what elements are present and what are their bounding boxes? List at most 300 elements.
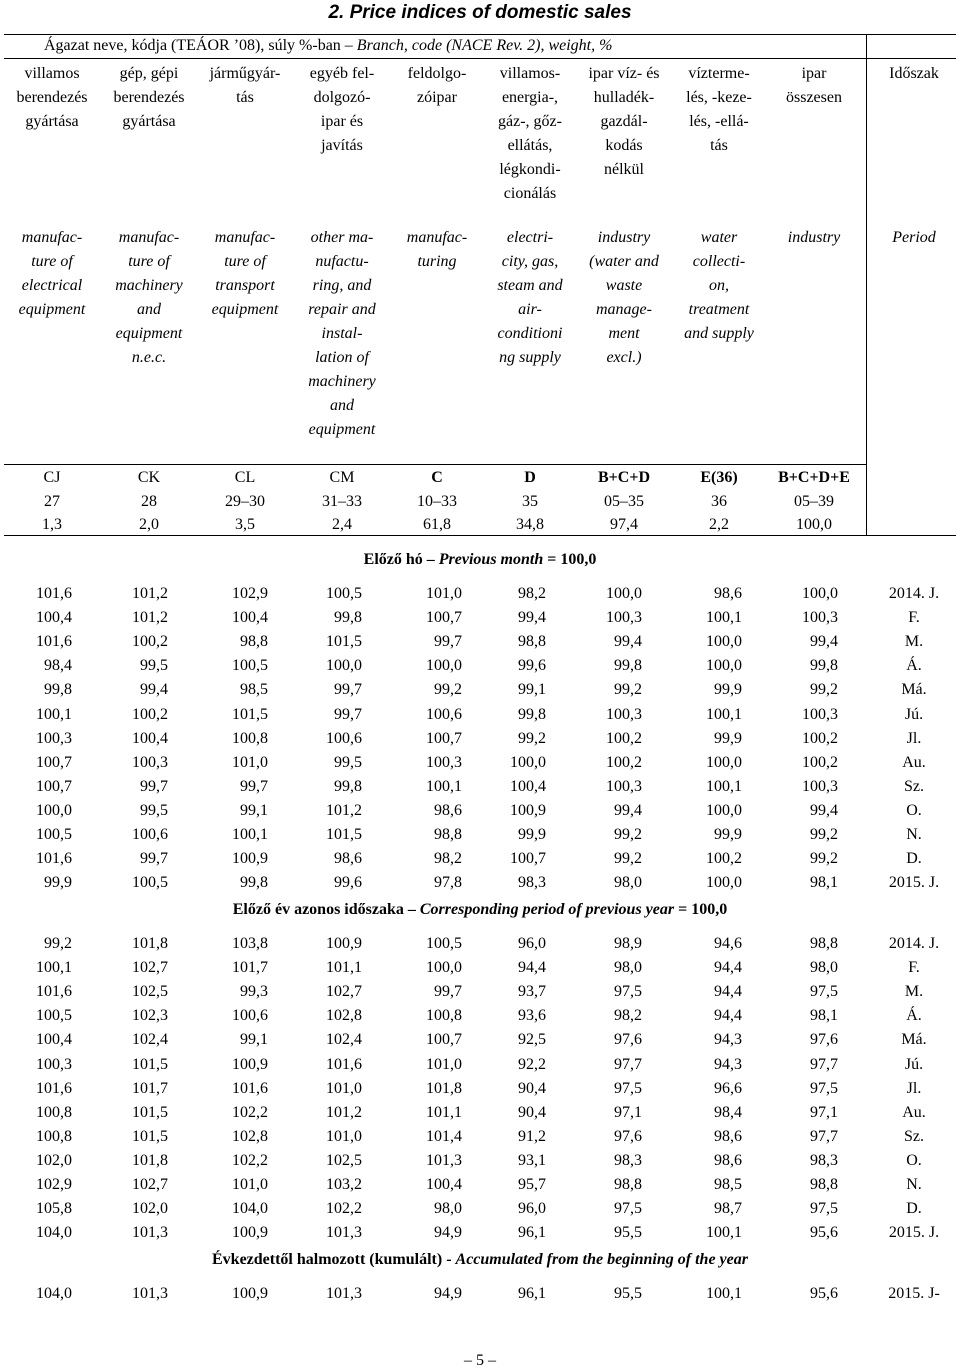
value-cell: 98,8 [518, 633, 546, 651]
value-cell: 99,8 [810, 657, 838, 675]
value-cell: 100,1 [426, 777, 462, 795]
column-header-line: ring, and [312, 277, 372, 294]
code-number: 31–33 [322, 493, 362, 510]
value-cell: 98,6 [714, 1127, 742, 1145]
value-cell: 100,1 [232, 826, 268, 843]
value-cell: 94,4 [518, 959, 546, 977]
column-header-hu [198, 62, 292, 110]
value-cell: 99,9 [714, 681, 742, 699]
page-title: 2. Price indices of domestic sales [328, 2, 632, 23]
value-cell: 101,5 [132, 1055, 168, 1073]
column-header-line: gazdál- [600, 113, 648, 130]
column-header-line: vízterme- [688, 65, 750, 82]
value-cell: 99,8 [44, 681, 72, 699]
column-header-line: equipment [211, 301, 279, 318]
value-cell: 100,5 [36, 1007, 72, 1025]
value-cell: 98,1 [810, 1007, 838, 1025]
value-cell: 101,6 [36, 983, 72, 1001]
value-cell: 100,0 [36, 801, 72, 819]
value-cell: 99,2 [810, 826, 838, 843]
value-cell: 100,2 [132, 705, 168, 723]
period-cell: Au. [902, 1103, 926, 1121]
code-letter: CK [137, 469, 161, 486]
section-title-hu: Évkezdettől halmozott (kumulált) - [212, 1251, 456, 1268]
value-cell: 100,4 [132, 729, 168, 747]
value-cell: 101,5 [132, 1103, 168, 1121]
value-cell: 100,3 [606, 777, 642, 795]
value-cell: 98,0 [614, 874, 642, 892]
table-row [0, 606, 960, 630]
value-cell: 95,5 [614, 1285, 642, 1302]
column-header-en [768, 226, 860, 250]
column-header-hu [102, 62, 196, 134]
column-header-line: gáz-, gőz- [498, 113, 562, 130]
column-header-en [294, 226, 390, 442]
value-cell: 100,1 [36, 959, 72, 977]
value-cell: 102,4 [326, 1031, 362, 1049]
table-row [0, 1125, 960, 1149]
table-row [0, 980, 960, 1004]
column-header-hu [4, 62, 100, 134]
value-cell: 99,1 [518, 681, 546, 699]
column-header-line: water [700, 229, 738, 246]
table-row [0, 956, 960, 980]
column-header-en [102, 226, 196, 370]
column-header-line: equipment [308, 421, 376, 438]
column-header-line: conditioni [497, 325, 563, 342]
value-cell: 101,6 [36, 633, 72, 651]
table-row [0, 678, 960, 702]
table-row [0, 1004, 960, 1028]
code-letter: C [431, 469, 443, 486]
period-cell: F. [908, 609, 920, 627]
value-cell: 100,1 [706, 609, 742, 627]
value-cell: 99,4 [614, 633, 642, 651]
value-cell: 101,7 [132, 1079, 168, 1097]
value-cell: 99,9 [44, 874, 72, 892]
weight-value: 34,8 [516, 516, 544, 533]
value-cell: 100,9 [510, 801, 546, 819]
value-cell: 101,2 [132, 585, 168, 602]
value-cell: 101,2 [326, 1103, 362, 1121]
table-row [0, 1101, 960, 1125]
column-header-line: légkondi- [499, 161, 561, 178]
branch-header-hu: Ágazat neve, kódja (TEÁOR ’08), súly %-ban – [44, 37, 357, 54]
value-cell: 94,4 [714, 983, 742, 1001]
branch-header-en: Branch, code (NACE Rev. 2), weight, % [356, 37, 613, 54]
value-cell: 100,4 [232, 609, 268, 627]
value-cell: 95,6 [810, 1285, 838, 1302]
column-header-line: villamos [24, 65, 80, 82]
table-row [0, 932, 960, 956]
weight-value: 61,8 [423, 516, 451, 533]
code-number: 28 [141, 493, 157, 510]
value-cell: 100,9 [232, 1285, 268, 1302]
value-cell: 99,4 [614, 801, 642, 819]
value-cell: 101,3 [132, 1224, 168, 1242]
column-header-hu [672, 62, 766, 158]
value-cell: 100,1 [706, 705, 742, 723]
value-cell: 94,9 [434, 1224, 462, 1242]
value-cell: 100,9 [326, 935, 362, 952]
value-cell: 100,3 [802, 705, 838, 723]
period-cell: 2015. J. [888, 1224, 940, 1242]
value-cell: 100,5 [36, 826, 72, 843]
value-cell: 101,5 [326, 633, 362, 651]
code-number: 05–39 [794, 493, 834, 510]
column-header-line: járműgyár- [209, 65, 281, 82]
value-cell: 100,0 [706, 874, 742, 892]
value-cell: 99,4 [810, 633, 838, 651]
column-header-line: gyártása [25, 113, 79, 130]
column-header-line: gyártása [122, 113, 176, 130]
value-cell: 100,0 [802, 585, 838, 602]
value-cell: 101,3 [326, 1285, 362, 1302]
column-header-line: collecti- [692, 253, 746, 270]
value-cell: 101,4 [426, 1127, 462, 1145]
value-cell: 101,2 [132, 609, 168, 627]
period-column-rule [866, 34, 867, 536]
column-header-line: ellátás, [507, 137, 553, 154]
value-cell: 100,8 [36, 1103, 72, 1121]
weight-value: 2,4 [332, 516, 352, 533]
value-cell: 100,8 [36, 1127, 72, 1145]
value-cell: 100,8 [426, 1007, 462, 1025]
table-row [0, 1077, 960, 1101]
value-cell: 98,6 [434, 801, 462, 819]
value-cell: 100,4 [510, 777, 546, 795]
value-cell: 99,8 [334, 609, 362, 627]
value-cell: 99,2 [614, 826, 642, 843]
value-cell: 101,5 [326, 826, 362, 843]
value-cell: 98,4 [44, 657, 72, 675]
value-cell: 100,0 [706, 753, 742, 771]
value-cell: 98,9 [614, 935, 642, 952]
value-cell: 97,5 [810, 983, 838, 1001]
column-header-en [672, 226, 766, 346]
code-number: 10–33 [417, 493, 457, 510]
column-header-line: industry [597, 229, 651, 246]
value-cell: 100,0 [706, 801, 742, 819]
value-cell: 100,6 [132, 826, 168, 843]
value-cell: 101,5 [232, 705, 268, 723]
value-cell: 92,2 [518, 1055, 546, 1073]
value-cell: 98,2 [518, 585, 546, 602]
value-cell: 100,0 [426, 959, 462, 977]
period-cell: M. [904, 983, 924, 1001]
value-cell: 99,2 [810, 681, 838, 699]
value-cell: 99,2 [434, 681, 462, 699]
section-title-hu: Előző hó – [363, 551, 439, 568]
table-row [0, 1149, 960, 1173]
value-cell: 98,8 [240, 633, 268, 651]
section-title-en: Corresponding period of previous year [419, 901, 675, 918]
value-cell: 100,2 [802, 729, 838, 747]
column-header-line: industry [787, 229, 841, 246]
value-cell: 98,6 [714, 1151, 742, 1169]
value-cell: 100,3 [606, 609, 642, 627]
column-header-line: electrical [21, 277, 83, 294]
code-letter: B+C+D+E [778, 469, 850, 486]
section-title-en: Previous month [438, 551, 544, 568]
column-header-line: tás [710, 137, 728, 154]
value-cell: 96,0 [518, 935, 546, 952]
value-cell: 99,9 [714, 729, 742, 747]
weight-value: 100,0 [796, 516, 832, 533]
value-cell: 98,0 [434, 1200, 462, 1218]
column-header-line: hulladék- [593, 89, 655, 106]
value-cell: 93,1 [518, 1151, 546, 1169]
value-cell: 99,8 [334, 777, 362, 795]
value-cell: 97,7 [614, 1055, 642, 1073]
value-cell: 101,2 [326, 801, 362, 819]
weight-value-row [0, 513, 960, 537]
column-header-line: összesen [786, 89, 842, 106]
value-cell: 100,3 [426, 753, 462, 771]
value-cell: 99,4 [810, 801, 838, 819]
period-cell: 2014. J. [888, 585, 940, 602]
column-header-line: n.e.c. [131, 349, 167, 366]
column-header-line: steam and [497, 277, 563, 294]
value-cell: 98,3 [518, 874, 546, 892]
value-cell: 98,2 [434, 850, 462, 868]
column-header-line: manage- [596, 301, 652, 318]
column-header-line: machinery [308, 373, 376, 390]
column-header-line: berendezés [16, 89, 88, 106]
column-header-line: ipar és [320, 113, 364, 130]
column-header-line: instal- [321, 325, 363, 342]
value-cell: 98,0 [614, 959, 642, 977]
column-header-line: ng supply [499, 349, 561, 366]
value-cell: 98,3 [614, 1151, 642, 1169]
value-cell: 99,2 [614, 681, 642, 699]
period-cell: 2015. J- [888, 1285, 940, 1302]
value-cell: 100,3 [36, 729, 72, 747]
value-cell: 98,8 [434, 826, 462, 843]
code-letter-row [0, 466, 960, 490]
value-cell: 91,2 [518, 1127, 546, 1145]
table-row [0, 751, 960, 775]
value-cell: 100,5 [232, 657, 268, 675]
value-cell: 102,0 [36, 1151, 72, 1169]
value-cell: 100,3 [802, 777, 838, 795]
value-cell: 100,0 [706, 633, 742, 651]
value-cell: 99,4 [518, 609, 546, 627]
value-cell: 99,2 [44, 935, 72, 952]
table-row [0, 727, 960, 751]
value-cell: 102,9 [232, 585, 268, 602]
column-header-hu [768, 62, 860, 110]
value-cell: 100,0 [510, 753, 546, 771]
column-header-en [392, 226, 482, 274]
value-cell: 99,7 [334, 681, 362, 699]
value-cell: 99,1 [240, 801, 268, 819]
period-cell: 2015. J. [888, 874, 940, 892]
value-cell: 101,8 [132, 1151, 168, 1169]
column-header-en [4, 226, 100, 322]
value-cell: 98,0 [810, 959, 838, 977]
value-cell: 101,3 [326, 1224, 362, 1242]
section-title-suffix: = 100,0 [674, 901, 728, 918]
value-cell: 100,2 [606, 729, 642, 747]
value-cell: 100,9 [232, 1224, 268, 1242]
column-header-line: equipment [115, 325, 183, 342]
period-cell: Má. [901, 1031, 927, 1049]
value-cell: 102,7 [132, 959, 168, 977]
value-cell: 97,6 [614, 1031, 642, 1049]
weight-value: 2,0 [139, 516, 159, 533]
column-header-line: turing [417, 253, 457, 270]
code-letter: D [524, 469, 536, 486]
value-cell: 100,3 [36, 1055, 72, 1073]
value-cell: 98,1 [810, 874, 838, 892]
value-cell: 94,6 [714, 935, 742, 952]
value-cell: 99,7 [434, 633, 462, 651]
value-cell: 99,2 [614, 850, 642, 868]
value-cell: 102,7 [132, 1176, 168, 1193]
code-letter: B+C+D [597, 469, 650, 486]
value-cell: 100,7 [36, 777, 72, 795]
code-number: 27 [44, 493, 60, 510]
column-header-line: egyéb fel- [309, 65, 375, 82]
value-cell: 95,7 [518, 1176, 546, 1193]
value-cell: 101,0 [232, 753, 268, 771]
value-cell: 99,4 [140, 681, 168, 699]
value-cell: 100,1 [36, 705, 72, 723]
table-row [0, 1197, 960, 1221]
weight-value: 97,4 [610, 516, 638, 533]
table-row [0, 775, 960, 799]
value-cell: 99,3 [240, 983, 268, 1001]
value-cell: 101,0 [426, 585, 462, 602]
value-cell: 101,6 [36, 850, 72, 868]
value-cell: 97,7 [810, 1055, 838, 1073]
value-cell: 102,9 [36, 1176, 72, 1193]
column-header-line: ipar víz- és [588, 65, 660, 82]
value-cell: 100,6 [426, 705, 462, 723]
value-cell: 99,7 [140, 777, 168, 795]
column-header-line: transport [215, 277, 275, 294]
value-cell: 99,5 [334, 753, 362, 771]
column-header-line: lés, -ellá- [689, 113, 749, 130]
value-cell: 97,1 [614, 1103, 642, 1121]
branch-header [44, 36, 864, 56]
value-cell: 100,2 [132, 633, 168, 651]
table-row [0, 630, 960, 654]
value-cell: 101,3 [132, 1285, 168, 1302]
value-cell: 93,6 [518, 1007, 546, 1025]
value-cell: 100,6 [232, 1007, 268, 1025]
page-number: – 5 – [464, 1352, 496, 1369]
value-cell: 98,6 [714, 585, 742, 602]
column-header-line: manufac- [21, 229, 83, 246]
value-cell: 97,5 [614, 1200, 642, 1218]
section-title [0, 898, 960, 922]
value-cell: 99,8 [518, 705, 546, 723]
column-header-line: waste [605, 277, 643, 294]
value-cell: 100,6 [326, 729, 362, 747]
value-cell: 100,7 [36, 753, 72, 771]
code-letter: CJ [43, 469, 61, 486]
value-cell: 102,8 [326, 1007, 362, 1025]
value-cell: 99,9 [518, 826, 546, 843]
value-cell: 100,2 [606, 753, 642, 771]
top-rule [4, 34, 956, 35]
column-header-hu [294, 62, 390, 158]
column-header-line: nélkül [604, 161, 644, 178]
column-header-line: repair and [308, 301, 376, 318]
column-header-line: nufactu- [315, 253, 369, 270]
column-header-line: city, gas, [501, 253, 559, 270]
value-cell: 94,3 [714, 1031, 742, 1049]
value-cell: 104,0 [232, 1200, 268, 1218]
value-cell: 101,8 [426, 1079, 462, 1097]
value-cell: 102,2 [232, 1103, 268, 1121]
value-cell: 103,2 [326, 1176, 362, 1193]
value-cell: 99,8 [240, 874, 268, 892]
value-cell: 94,4 [714, 1007, 742, 1025]
value-cell: 99,7 [240, 777, 268, 795]
column-header-line: kodás [605, 137, 643, 154]
value-cell: 94,3 [714, 1055, 742, 1073]
column-header-line: excl.) [606, 349, 642, 366]
value-cell: 96,1 [518, 1285, 546, 1302]
table-row [0, 703, 960, 727]
value-cell: 99,7 [334, 705, 362, 723]
column-header-line: and [137, 301, 161, 318]
column-header-hu [484, 62, 576, 206]
value-cell: 102,4 [132, 1031, 168, 1049]
value-cell: 99,5 [140, 801, 168, 819]
value-cell: 104,0 [36, 1224, 72, 1242]
value-cell: 90,4 [518, 1103, 546, 1121]
table-row [0, 1053, 960, 1077]
value-cell: 100,5 [426, 935, 462, 952]
column-header-line: feldolgo- [407, 65, 467, 82]
table-row [0, 823, 960, 847]
period-cell: Á. [906, 1007, 922, 1025]
column-header-line: energia-, [501, 89, 559, 106]
column-header-line: (water and [589, 253, 659, 270]
column-header-line: machinery [115, 277, 183, 294]
section-title-suffix: = 100,0 [543, 551, 597, 568]
value-cell: 102,5 [132, 983, 168, 1001]
value-cell: 101,0 [232, 1176, 268, 1193]
value-cell: 92,5 [518, 1031, 546, 1049]
period-cell: Au. [902, 753, 926, 771]
table-row [0, 582, 960, 606]
value-cell: 100,7 [426, 729, 462, 747]
value-cell: 100,8 [232, 729, 268, 747]
period-header-hu: Időszak [889, 65, 939, 82]
column-header-hu [392, 62, 482, 110]
column-header-line: ture of [128, 253, 170, 270]
table-row [0, 871, 960, 895]
column-header-line: on, [709, 277, 729, 294]
column-header-line: lés, -keze- [686, 89, 752, 106]
value-cell: 100,0 [426, 657, 462, 675]
table-row [0, 847, 960, 871]
value-cell: 90,4 [518, 1079, 546, 1097]
value-cell: 102,5 [326, 1151, 362, 1169]
value-cell: 99,7 [434, 983, 462, 1001]
period-cell: O. [906, 801, 922, 819]
column-header-line: villamos- [499, 65, 561, 82]
value-cell: 100,7 [510, 850, 546, 868]
period-cell: 2014. J. [888, 935, 940, 952]
value-cell: 100,3 [802, 609, 838, 627]
value-cell: 97,7 [810, 1127, 838, 1145]
